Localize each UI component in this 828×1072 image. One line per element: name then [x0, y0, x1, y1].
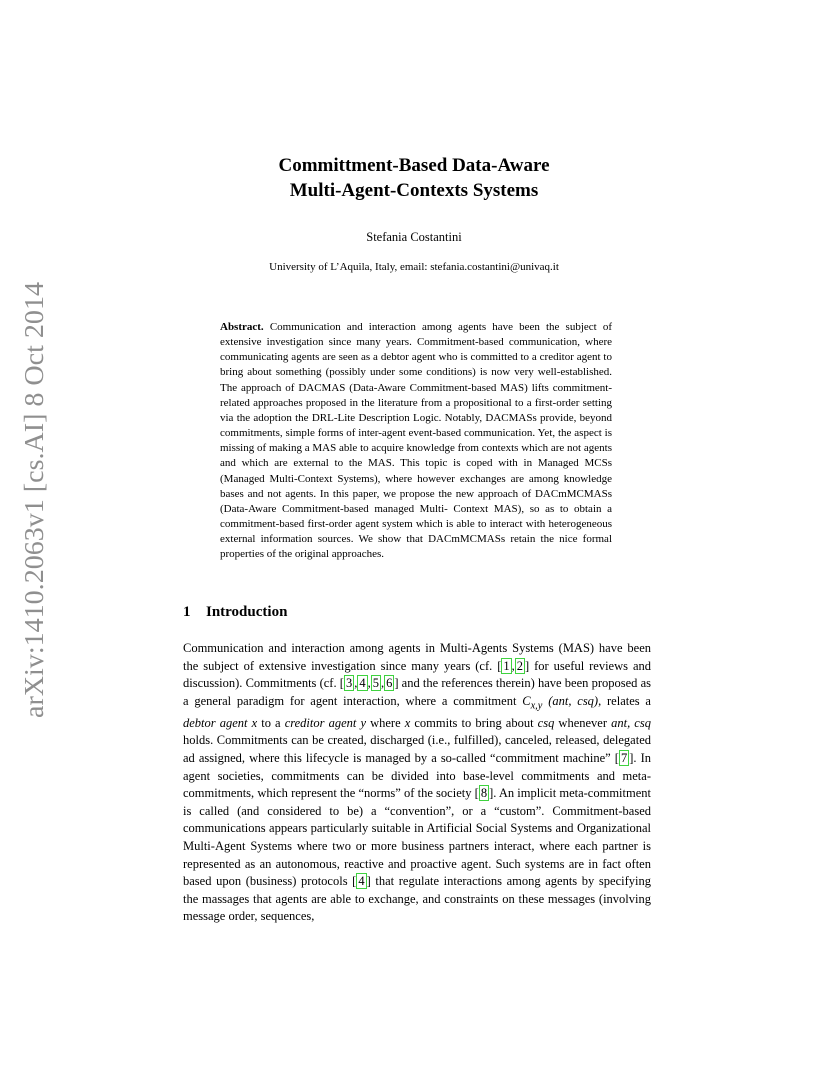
abstract-text: Communication and interaction among agents have been the subject of extensive investigation since many years. Commitment-based communication, where communicating agents are seen as a debtor agent who is committed to a creditor agent to bring about something (possibly under some conditions) is now very well-established. The approach of DACMAS (Data-Aware Commitment-based MAS) lifts commitment-related approaches proposed in the literature from a propositional to a first-order setting via the adoption the DRL-Lite Description Logic. Notably, DACMASs provide, beyond commitments, simple forms of inter-agent event-based communication. Yet, the aspect is missing of making a MAS able to acquire knowledge from contexts which are not agents and which are external to the MAS. This topic is coped with in Managed MCSs (Managed Multi-Context Systems), where however exchanges are among knowledge bases and not agents. In this paper, we propose the new approach of DACmMCMASs (Data-Aware Commitment-based managed Multi- Context MAS), so as to obtain a commitment-based first-order agent system which is able to interact with heterogeneous external information sources. We show that DACmMCMASs retain the nice formal properties of the original approaches.	[220, 321, 612, 561]
arxiv-identifier: arXiv:1410.2063v1 [cs.AI] 8 Oct 2014	[19, 298, 49, 718]
math-arguments: (ant, csq)	[542, 693, 599, 708]
math-y: y	[356, 715, 366, 730]
section-title: Introduction	[206, 604, 288, 620]
section-heading	[183, 604, 287, 621]
citation-link[interactable]: 1	[503, 658, 510, 673]
math-csq: csq	[537, 715, 555, 730]
text-run: ,	[367, 676, 371, 691]
math-ant-csq: ant, csq	[611, 715, 651, 730]
math-x: x	[247, 715, 258, 730]
citation-link[interactable]: 3	[345, 676, 353, 691]
text-run: ] for useful reviews and discussion). Commitments (cf. [	[183, 658, 651, 691]
title-line-2: Multi-Agent-Contexts Systems	[289, 180, 539, 201]
abstract-label: Abstract.	[220, 321, 264, 333]
citation-link[interactable]: 4	[359, 676, 366, 691]
text-run: ]. In agent societies, commitments can be divided into base-level commitments and meta-commitments, which represent the “norms” of the society [	[183, 751, 651, 801]
term-creditor-agent: creditor agent	[284, 715, 357, 730]
text-run: ] and the references therein) have been proposed as a general paradigm for agent interaction, where a commitment	[183, 676, 651, 708]
author-name: Stefania Costantini	[366, 230, 462, 244]
abstract	[220, 320, 612, 563]
text-run: ]. An implicit meta-commitment is called (and considered to be) a “convention”, or a “custom”. Commitment-based communications appears particularly suitable in Artificial Social Systems and Organizational Multi-Agent Systems where two or more business partners interact, where each partner is represented as an autonomous, reactive and proactive agent. Such systems are in fact often based upon (business) protocols [	[183, 786, 651, 889]
text-run: Communication and interaction among agents in Multi-Agents Systems (MAS) have been the subject of extensive investigation since many years (cf. [	[183, 641, 651, 673]
term-debtor-agent: debtor agent	[183, 715, 248, 730]
citation-link[interactable]: 8	[480, 786, 488, 801]
text-run: , relates a	[598, 693, 651, 708]
math-subscript: x,y	[530, 700, 543, 712]
text-run: ,	[380, 676, 385, 691]
text-run: holds. Commitments can be created, discharged (i.e., fulfilled), canceled, released, delegated ad assigned, where this lifecycle is managed by a so-called “commitment machine” [	[183, 733, 651, 766]
arxiv-identifier-stamp	[12, 280, 52, 720]
text-run: to a	[257, 715, 285, 730]
citation-link[interactable]: 5	[372, 676, 379, 691]
math-x: x	[404, 715, 411, 730]
text-run: whenever	[554, 715, 612, 730]
text-run: ,	[511, 658, 515, 673]
section-number: 1	[183, 604, 191, 620]
citation-link[interactable]: 4	[358, 874, 365, 889]
intro-paragraph	[183, 640, 651, 926]
author-affiliation: University of L’Aquila, Italy, email: stefania.costantini@univaq.it	[269, 261, 559, 273]
text-run: commits to bring about	[410, 715, 538, 730]
text-run: where	[366, 715, 405, 730]
math-commitment: C	[522, 693, 531, 708]
citation-link[interactable]: 6	[386, 676, 393, 691]
text-run: ,	[354, 676, 358, 691]
title-line-1: Committment-Based Data-Aware	[278, 155, 550, 176]
citation-link[interactable]: 7	[620, 751, 628, 766]
text-run: ] that regulate interactions among agents by specifying the massages that agents are able to exchange, and constraints on these messages (involving message order, sequences,	[183, 874, 652, 924]
citation-link[interactable]: 2	[516, 658, 523, 673]
paper-title	[0, 153, 828, 203]
